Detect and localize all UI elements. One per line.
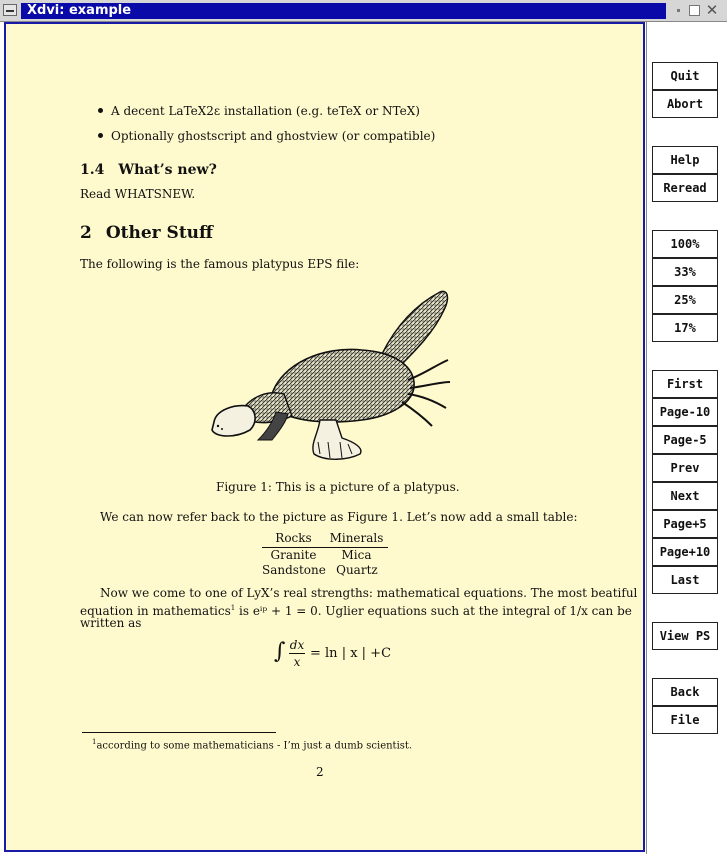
window-titlebar: [0, 0, 727, 22]
bullet-dot-icon: [98, 133, 103, 138]
close-icon[interactable]: ✕: [705, 1, 719, 19]
paragraph-line: written as: [80, 616, 142, 630]
page-plus-10-button[interactable]: Page+10: [652, 538, 718, 566]
file-button[interactable]: File: [652, 706, 718, 734]
minimize-icon[interactable]: [672, 4, 686, 17]
footnote: $^1$according to some mathematicians - I’m just a dumb scientist.: [92, 738, 413, 752]
refer-text: We can now refer back to the picture as Figure 1. Let’s now add a small table:: [100, 510, 578, 524]
zoom-25-button[interactable]: 25%: [652, 286, 718, 314]
platypus-image: [202, 284, 452, 464]
page-minus-10-button[interactable]: Page-10: [652, 398, 718, 426]
figure-caption: Figure 1: This is a picture of a platypus.: [216, 480, 460, 494]
zoom-17-button[interactable]: 17%: [652, 314, 718, 342]
page-plus-5-button[interactable]: Page+5: [652, 510, 718, 538]
whatsnew-text: Read WHATSNEW.: [80, 187, 196, 201]
zoom-33-button[interactable]: 33%: [652, 258, 718, 286]
bullet-item: Optionally ghostscript and ghostview (or compatible): [98, 129, 435, 144]
zoom-100-button[interactable]: 100%: [652, 230, 718, 258]
section-heading-2: 2 Other Stuff: [80, 223, 213, 243]
integral-formula: [274, 638, 392, 672]
page-number: 2: [316, 765, 324, 779]
view-ps-button[interactable]: View PS: [652, 622, 718, 650]
last-page-button[interactable]: Last: [652, 566, 718, 594]
paragraph-line: equation in mathematics$^1$ is eⁱᵖ + 1 = 0. Uglier equations such at the integral of 1/x can be: [80, 604, 632, 618]
button-panel: [646, 22, 727, 854]
next-page-button[interactable]: Next: [652, 482, 718, 510]
footnote-rule: [82, 732, 276, 733]
abort-button[interactable]: Abort: [652, 90, 718, 118]
help-button[interactable]: Help: [652, 146, 718, 174]
footnote-mark: 1: [230, 604, 236, 612]
fraction-bar: [289, 653, 305, 654]
bullet-item: A decent LaTeX2ε installation (e.g. teTeX or NTeX): [98, 104, 420, 119]
table-row: Granite Mica: [270, 548, 372, 562]
window-title: Xdvi: example: [21, 3, 666, 19]
formula-rhs: = ln | x | +C: [310, 646, 392, 661]
paragraph-line: Now we come to one of LyX’s real strengths: mathematical equations. The most beatiful: [100, 586, 638, 600]
table-header-row: Rocks Minerals: [275, 531, 384, 545]
quit-button[interactable]: Quit: [652, 62, 718, 90]
back-button[interactable]: Back: [652, 678, 718, 706]
prev-page-button[interactable]: Prev: [652, 454, 718, 482]
window-menu-icon[interactable]: [3, 4, 17, 16]
page-minus-5-button[interactable]: Page-5: [652, 426, 718, 454]
maximize-icon[interactable]: [689, 5, 700, 16]
table-row: Sandstone Quartz: [262, 563, 378, 577]
first-page-button[interactable]: First: [652, 370, 718, 398]
section-heading-1-4: 1.4 What’s new?: [80, 162, 217, 178]
document-page[interactable]: [4, 22, 645, 852]
reread-button[interactable]: Reread: [652, 174, 718, 202]
fraction: dx x: [289, 638, 305, 669]
intro-text: The following is the famous platypus EPS file:: [80, 257, 360, 271]
bullet-dot-icon: [98, 108, 103, 113]
rocks-table: [262, 531, 388, 578]
integral-symbol: ∫: [274, 639, 286, 664]
